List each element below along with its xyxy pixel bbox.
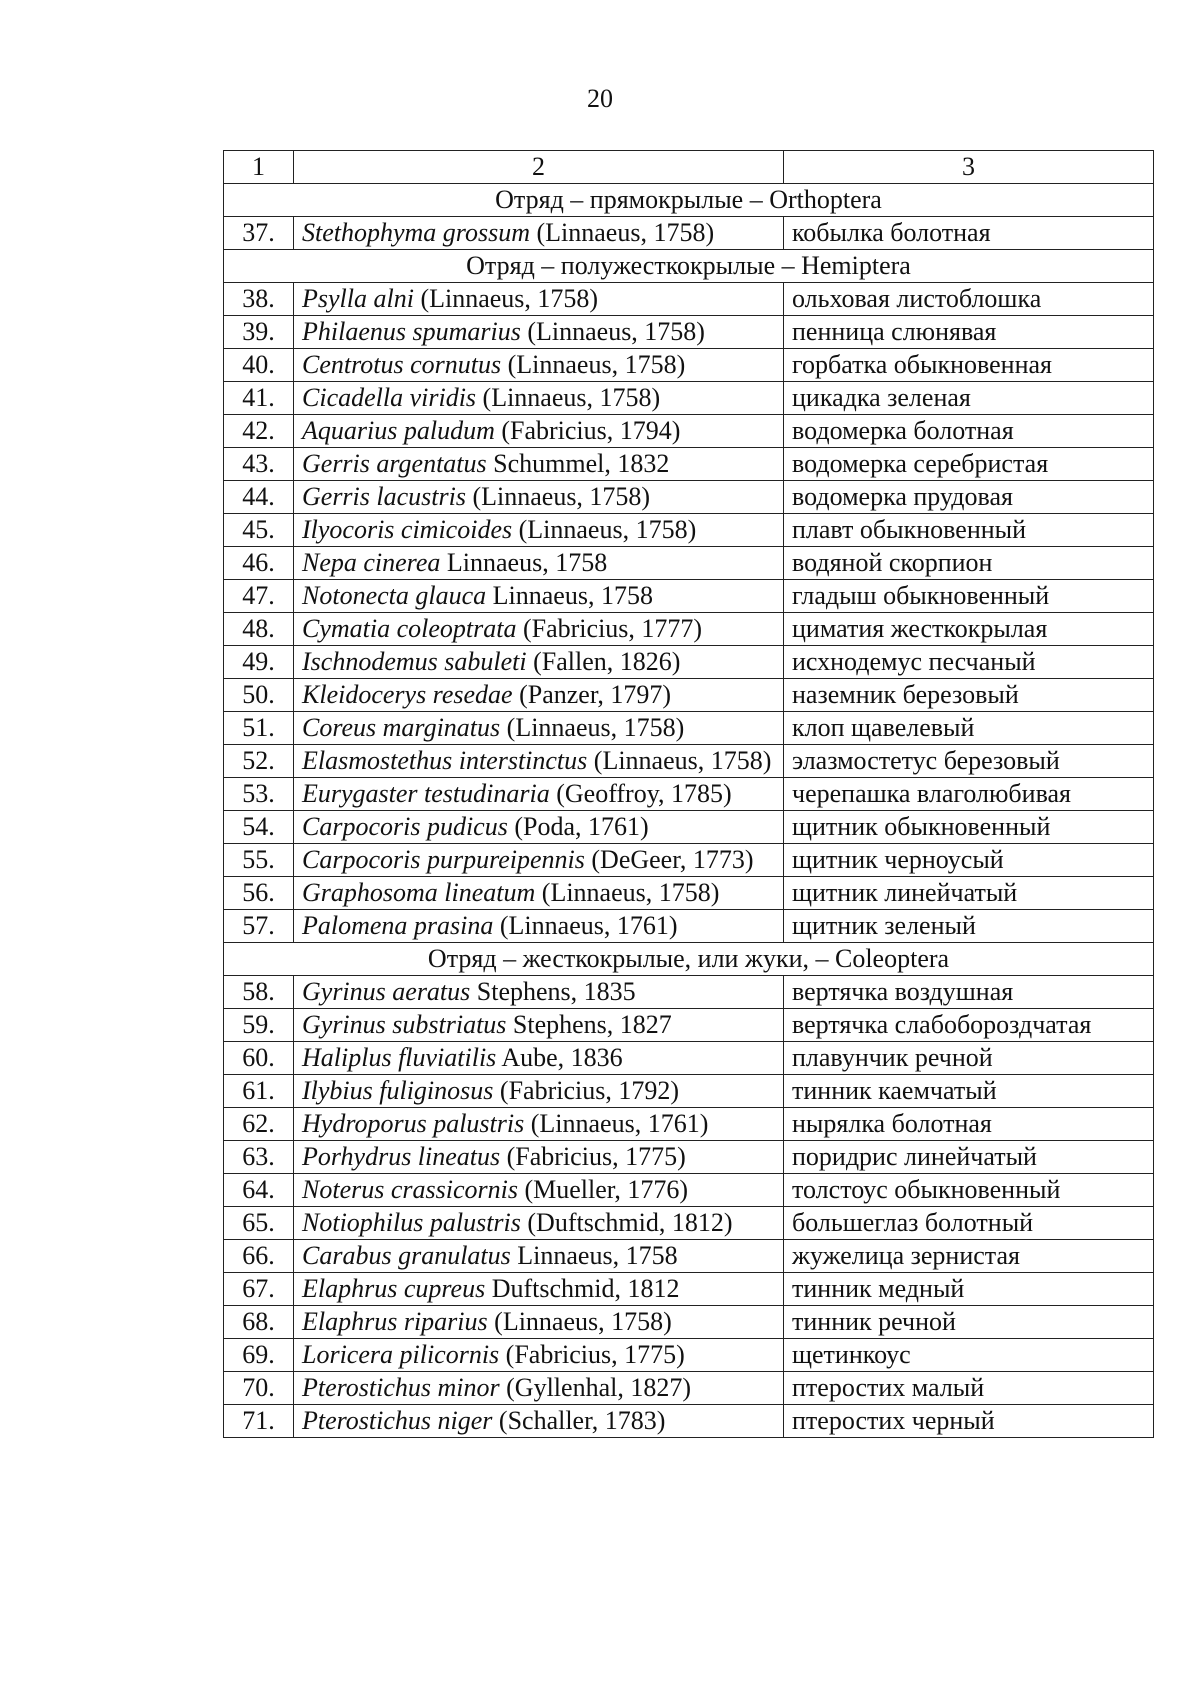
species-name: Nepa cinerea xyxy=(302,548,441,577)
table-row xyxy=(224,1306,1154,1339)
table-row xyxy=(224,547,1154,580)
species-cell xyxy=(294,712,784,745)
species-cell xyxy=(294,1372,784,1405)
common-name: водяной скорпион xyxy=(784,547,1154,580)
common-name: поридрис линейчатый xyxy=(784,1141,1154,1174)
species-cell xyxy=(294,382,784,415)
species-name: Noterus crassicornis xyxy=(302,1175,518,1204)
row-number: 66. xyxy=(224,1240,294,1273)
species-author: Aube, 1836 xyxy=(496,1043,623,1072)
table-row xyxy=(224,514,1154,547)
row-number: 61. xyxy=(224,1075,294,1108)
common-name: циматия жесткокрылая xyxy=(784,613,1154,646)
row-number: 55. xyxy=(224,844,294,877)
species-name: Loricera pilicornis xyxy=(302,1340,500,1369)
row-number: 58. xyxy=(224,976,294,1009)
species-author: (Fabricius, 1792) xyxy=(493,1076,679,1105)
species-cell xyxy=(294,547,784,580)
common-name: водомерка болотная xyxy=(784,415,1154,448)
species-author: (Linnaeus, 1761) xyxy=(493,911,678,940)
common-name: кобылка болотная xyxy=(784,217,1154,250)
row-number: 51. xyxy=(224,712,294,745)
row-number: 50. xyxy=(224,679,294,712)
species-author: Duftschmid, 1812 xyxy=(485,1274,680,1303)
table-row xyxy=(224,1273,1154,1306)
species-cell xyxy=(294,217,784,250)
row-number: 42. xyxy=(224,415,294,448)
species-cell xyxy=(294,679,784,712)
species-author: (Panzer, 1797) xyxy=(512,680,672,709)
common-name: вертячка слабобороздчатая xyxy=(784,1009,1154,1042)
table-row xyxy=(224,448,1154,481)
table-row xyxy=(224,877,1154,910)
species-cell xyxy=(294,844,784,877)
common-name: клоп щавелевый xyxy=(784,712,1154,745)
species-author: Linnaeus, 1758 xyxy=(510,1241,678,1270)
species-author: (Fabricius, 1777) xyxy=(516,614,703,643)
species-name: Hydroporus palustris xyxy=(302,1109,525,1138)
species-name: Carpocoris pudicus xyxy=(302,812,508,841)
species-cell xyxy=(294,1306,784,1339)
species-name: Carpocoris purpureipennis xyxy=(302,845,585,874)
section-header-row xyxy=(224,250,1154,283)
common-name: водомерка серебристая xyxy=(784,448,1154,481)
row-number: 37. xyxy=(224,217,294,250)
table-row xyxy=(224,910,1154,943)
common-name: толстоус обыкновенный xyxy=(784,1174,1154,1207)
table-row xyxy=(224,1405,1154,1438)
table-row xyxy=(224,646,1154,679)
row-number: 48. xyxy=(224,613,294,646)
row-number: 38. xyxy=(224,283,294,316)
species-author: (Geoffroy, 1785) xyxy=(549,779,732,808)
row-number: 62. xyxy=(224,1108,294,1141)
species-cell xyxy=(294,1174,784,1207)
row-number: 53. xyxy=(224,778,294,811)
common-name: плавунчик речной xyxy=(784,1042,1154,1075)
row-number: 71. xyxy=(224,1405,294,1438)
common-name: пенница слюнявая xyxy=(784,316,1154,349)
row-number: 57. xyxy=(224,910,294,943)
species-name: Cicadella viridis xyxy=(302,383,477,412)
column-header-row xyxy=(224,151,1154,184)
species-author: (Duftschmid, 1812) xyxy=(520,1208,733,1237)
common-name: большеглаз болотный xyxy=(784,1207,1154,1240)
row-number: 64. xyxy=(224,1174,294,1207)
common-name: щитник черноусый xyxy=(784,844,1154,877)
common-name: вертячка воздушная xyxy=(784,976,1154,1009)
common-name: цикадка зеленая xyxy=(784,382,1154,415)
species-name: Notiophilus palustris xyxy=(302,1208,521,1237)
column-header: 3 xyxy=(784,151,1154,184)
species-cell xyxy=(294,1042,784,1075)
common-name: горбатка обыкновенная xyxy=(784,349,1154,382)
row-number: 54. xyxy=(224,811,294,844)
row-number: 40. xyxy=(224,349,294,382)
species-cell xyxy=(294,283,784,316)
species-name: Ischnodemus sabuleti xyxy=(302,647,527,676)
common-name: птеростих черный xyxy=(784,1405,1154,1438)
species-cell xyxy=(294,778,784,811)
common-name: тинник каемчатый xyxy=(784,1075,1154,1108)
row-number: 70. xyxy=(224,1372,294,1405)
table-row xyxy=(224,712,1154,745)
row-number: 44. xyxy=(224,481,294,514)
row-number: 65. xyxy=(224,1207,294,1240)
species-name: Haliplus fluviatilis xyxy=(302,1043,497,1072)
species-author: Linnaeus, 1758 xyxy=(440,548,608,577)
table-row xyxy=(224,811,1154,844)
species-name: Elaphrus riparius xyxy=(302,1307,488,1336)
species-cell xyxy=(294,1240,784,1273)
species-name: Notonecta glauca xyxy=(302,581,487,610)
species-cell xyxy=(294,514,784,547)
species-cell xyxy=(294,1141,784,1174)
table-row xyxy=(224,745,1154,778)
table-row xyxy=(224,679,1154,712)
species-cell xyxy=(294,316,784,349)
species-author: Stephens, 1827 xyxy=(506,1010,672,1039)
species-author: (Fabricius, 1794) xyxy=(494,416,681,445)
row-number: 67. xyxy=(224,1273,294,1306)
section-header-row xyxy=(224,184,1154,217)
species-cell xyxy=(294,1075,784,1108)
table-row xyxy=(224,1339,1154,1372)
table-row xyxy=(224,1042,1154,1075)
species-cell xyxy=(294,1108,784,1141)
common-name: тинник речной xyxy=(784,1306,1154,1339)
species-cell xyxy=(294,448,784,481)
row-number: 60. xyxy=(224,1042,294,1075)
species-name: Centrotus cornutus xyxy=(302,350,502,379)
species-author: (DeGeer, 1773) xyxy=(584,845,754,874)
species-cell xyxy=(294,613,784,646)
section-title: Отряд – полужесткокрылые – Hemiptera xyxy=(224,250,1154,283)
table-row xyxy=(224,1141,1154,1174)
table-row xyxy=(224,316,1154,349)
species-cell xyxy=(294,646,784,679)
species-name: Carabus granulatus xyxy=(302,1241,511,1270)
species-author: (Linnaeus, 1758) xyxy=(465,482,651,511)
species-author: Schummel, 1832 xyxy=(486,449,670,478)
row-number: 59. xyxy=(224,1009,294,1042)
species-name: Elasmostethus interstinctus xyxy=(302,746,588,775)
species-cell xyxy=(294,481,784,514)
species-cell xyxy=(294,580,784,613)
common-name: плавт обыкновенный xyxy=(784,514,1154,547)
species-author: (Linnaeus, 1758) xyxy=(413,284,599,313)
table-row xyxy=(224,1108,1154,1141)
row-number: 41. xyxy=(224,382,294,415)
common-name: тинник медный xyxy=(784,1273,1154,1306)
species-name: Gerris argentatus xyxy=(302,449,487,478)
species-cell xyxy=(294,877,784,910)
common-name: щитник обыкновенный xyxy=(784,811,1154,844)
table-row xyxy=(224,283,1154,316)
common-name: черепашка влаголюбивая xyxy=(784,778,1154,811)
table-row xyxy=(224,580,1154,613)
species-author: (Schaller, 1783) xyxy=(492,1406,666,1435)
species-cell xyxy=(294,745,784,778)
species-name: Palomena prasina xyxy=(302,911,494,940)
table-row xyxy=(224,844,1154,877)
row-number: 47. xyxy=(224,580,294,613)
species-name: Pterostichus niger xyxy=(302,1406,493,1435)
row-number: 68. xyxy=(224,1306,294,1339)
species-author: (Linnaeus, 1758) xyxy=(587,746,772,775)
row-number: 45. xyxy=(224,514,294,547)
species-name: Eurygaster testudinaria xyxy=(302,779,550,808)
common-name: исхнодемус песчаный xyxy=(784,646,1154,679)
species-name: Cymatia coleoptrata xyxy=(302,614,517,643)
species-cell xyxy=(294,910,784,943)
species-name: Philaenus spumarius xyxy=(302,317,521,346)
species-name: Aquarius paludum xyxy=(302,416,495,445)
species-author: (Linnaeus, 1758) xyxy=(520,317,705,346)
common-name: нырялка болотная xyxy=(784,1108,1154,1141)
common-name: птеростих малый xyxy=(784,1372,1154,1405)
species-author: Stephens, 1835 xyxy=(470,977,636,1006)
species-name: Graphosoma lineatum xyxy=(302,878,536,907)
species-author: (Linnaeus, 1758) xyxy=(500,713,685,742)
species-cell xyxy=(294,415,784,448)
table-row xyxy=(224,613,1154,646)
table-row xyxy=(224,1372,1154,1405)
table-row xyxy=(224,217,1154,250)
species-cell xyxy=(294,811,784,844)
column-header: 1 xyxy=(224,151,294,184)
section-title: Отряд – жесткокрылые, или жуки, – Coleoptera xyxy=(224,943,1154,976)
species-name: Gyrinus substriatus xyxy=(302,1010,507,1039)
row-number: 49. xyxy=(224,646,294,679)
species-author: (Linnaeus, 1758) xyxy=(529,218,715,247)
species-author: (Poda, 1761) xyxy=(507,812,649,841)
species-name: Psylla alni xyxy=(302,284,414,313)
table-row xyxy=(224,1075,1154,1108)
table-row xyxy=(224,1174,1154,1207)
species-cell xyxy=(294,1405,784,1438)
table-row xyxy=(224,382,1154,415)
row-number: 43. xyxy=(224,448,294,481)
species-cell xyxy=(294,349,784,382)
species-author: (Mueller, 1776) xyxy=(517,1175,689,1204)
species-author: (Linnaeus, 1761) xyxy=(524,1109,709,1138)
species-cell xyxy=(294,976,784,1009)
species-cell xyxy=(294,1009,784,1042)
species-author: (Gyllenhal, 1827) xyxy=(499,1373,691,1402)
table-row xyxy=(224,481,1154,514)
species-table xyxy=(223,150,1154,1438)
species-name: Ilybius fuliginosus xyxy=(302,1076,494,1105)
column-header: 2 xyxy=(294,151,784,184)
species-name: Pterostichus minor xyxy=(302,1373,500,1402)
row-number: 56. xyxy=(224,877,294,910)
common-name: ольховая листоблошка xyxy=(784,283,1154,316)
species-author: Linnaeus, 1758 xyxy=(486,581,653,610)
species-author: (Linnaeus, 1758) xyxy=(501,350,686,379)
section-header-row xyxy=(224,943,1154,976)
species-author: (Fallen, 1826) xyxy=(526,647,681,676)
table-row xyxy=(224,415,1154,448)
species-author: (Linnaeus, 1758) xyxy=(512,515,697,544)
species-cell xyxy=(294,1339,784,1372)
common-name: элазмостетус березовый xyxy=(784,745,1154,778)
row-number: 46. xyxy=(224,547,294,580)
species-name: Coreus marginatus xyxy=(302,713,501,742)
common-name: щитник зеленый xyxy=(784,910,1154,943)
species-name: Gyrinus aeratus xyxy=(302,977,471,1006)
row-number: 69. xyxy=(224,1339,294,1372)
row-number: 39. xyxy=(224,316,294,349)
species-name: Stethophyma grossum xyxy=(302,218,530,247)
common-name: щетинкоус xyxy=(784,1339,1154,1372)
table-row xyxy=(224,349,1154,382)
species-name: Kleidocerys resedae xyxy=(302,680,513,709)
species-name: Elaphrus cupreus xyxy=(302,1274,486,1303)
species-table-body xyxy=(224,151,1154,1438)
species-author: (Linnaeus, 1758) xyxy=(535,878,720,907)
species-author: (Linnaeus, 1758) xyxy=(476,383,661,412)
table-row xyxy=(224,1240,1154,1273)
table-row xyxy=(224,1207,1154,1240)
species-author: (Fabricius, 1775) xyxy=(500,1142,686,1171)
table-row xyxy=(224,1009,1154,1042)
common-name: щитник линейчатый xyxy=(784,877,1154,910)
table-row xyxy=(224,778,1154,811)
page-number: 20 xyxy=(587,84,613,113)
table-row xyxy=(224,976,1154,1009)
species-name: Porhydrus lineatus xyxy=(302,1142,501,1171)
species-cell xyxy=(294,1207,784,1240)
row-number: 63. xyxy=(224,1141,294,1174)
species-author: (Fabricius, 1775) xyxy=(499,1340,685,1369)
section-title: Отряд – прямокрылые – Orthoptera xyxy=(224,184,1154,217)
species-name: Gerris lacustris xyxy=(302,482,466,511)
common-name: гладыш обыкновенный xyxy=(784,580,1154,613)
common-name: жужелица зернистая xyxy=(784,1240,1154,1273)
row-number: 52. xyxy=(224,745,294,778)
species-cell xyxy=(294,1273,784,1306)
species-author: (Linnaeus, 1758) xyxy=(487,1307,672,1336)
common-name: водомерка прудовая xyxy=(784,481,1154,514)
common-name: наземник березовый xyxy=(784,679,1154,712)
species-name: Ilyocoris cimicoides xyxy=(302,515,513,544)
